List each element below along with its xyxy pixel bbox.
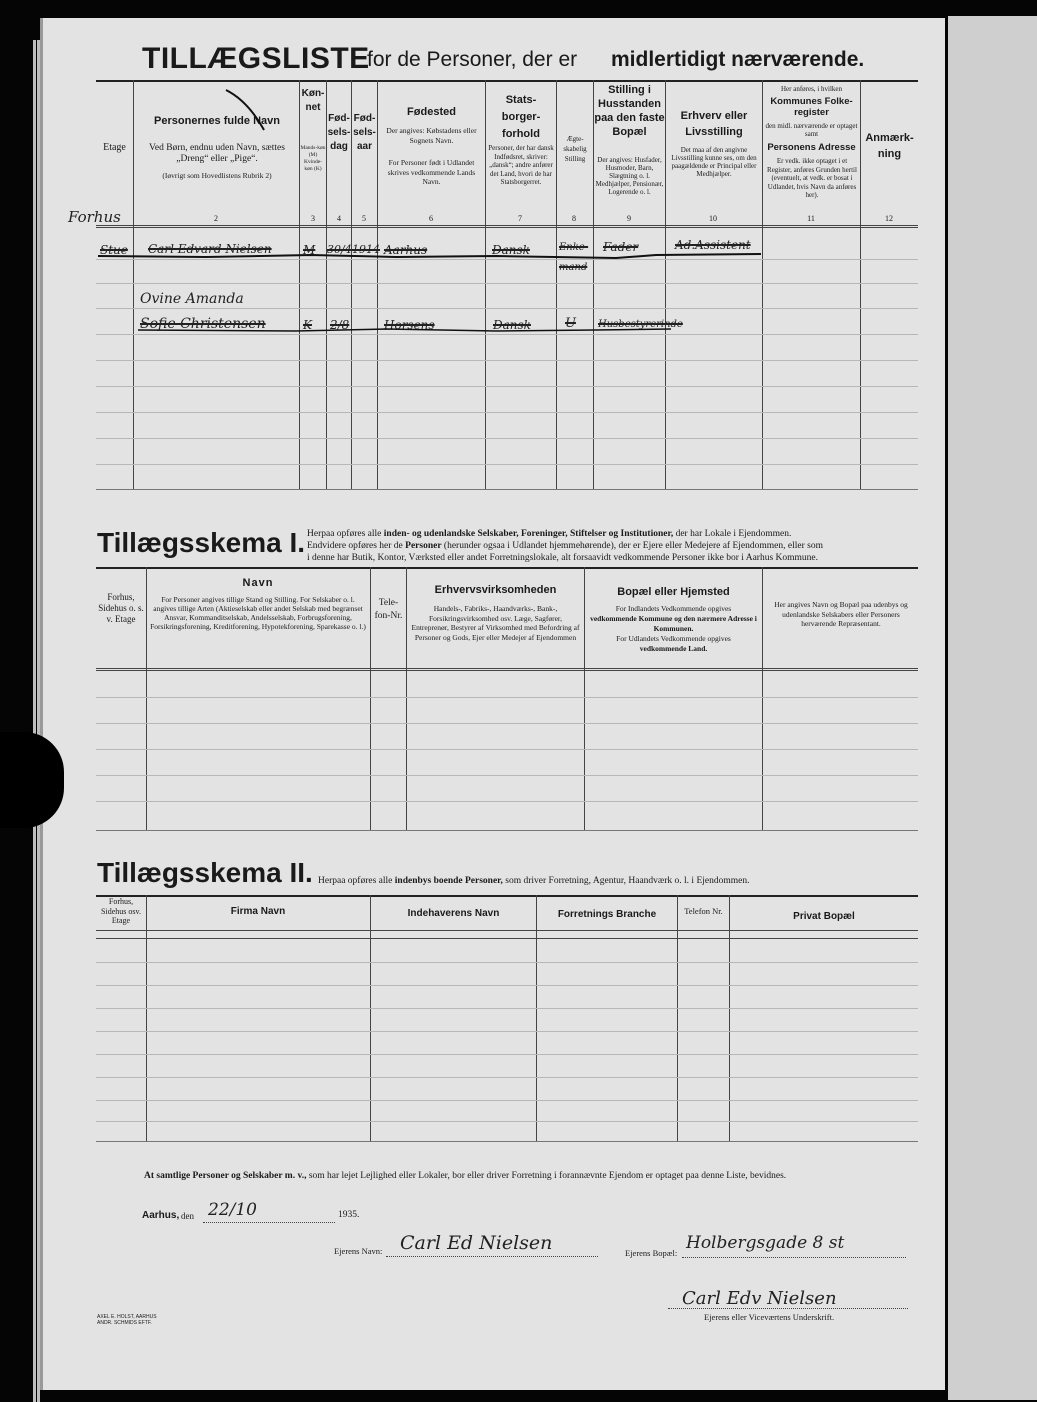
- col-line: [762, 80, 763, 489]
- city-label: Aarhus,: [142, 1210, 180, 1221]
- col-name-note: (Iøvrigt som Hovedlistens Rubrik 2): [162, 171, 272, 180]
- grid-line: [96, 723, 918, 724]
- owner-address-label: Ejerens Bopæl:: [625, 1248, 678, 1258]
- owner-address-line: [682, 1257, 906, 1258]
- col-name-header: Personernes fulde Navn: [154, 115, 280, 127]
- col-day-header: Fød-sels-dag: [327, 113, 351, 152]
- printer-mark: AXEL E. HOLST, AARHUS ANDR. SCHMIDS EFTF.: [97, 1314, 157, 1326]
- s2-col-owner: Indehaverens Navn: [407, 908, 500, 919]
- col-number: 10: [709, 214, 717, 223]
- grid-line: [96, 985, 918, 986]
- col-line: [762, 567, 763, 830]
- col-sex-header: Køn-net: [301, 88, 325, 113]
- grid-line: [96, 1008, 918, 1009]
- col-number: 12: [885, 214, 893, 223]
- grid-line: [96, 412, 918, 413]
- declaration-a: At samtlige Personer og Selskaber m. v.,: [144, 1171, 307, 1181]
- grid-line: [96, 360, 918, 361]
- rule: [96, 80, 918, 82]
- hand-r2-name2: Sofie Christensen: [140, 316, 266, 332]
- s1-col-phone: Tele-fon-Nr.: [374, 598, 403, 621]
- col-line: [299, 80, 300, 489]
- col-marital-header: Ægte-skabelig Stilling: [563, 135, 587, 163]
- hand-r2-place: Horsens: [384, 318, 435, 332]
- s1-line2-b: Personer: [405, 541, 442, 551]
- grid-line: [96, 438, 918, 439]
- schedule-1-line1: [307, 529, 791, 539]
- owner-name-label: Ejerens Navn:: [334, 1246, 383, 1256]
- s1-col-business-header: Erhvervsvirksomheden: [434, 584, 557, 596]
- hand-r2-name1: Ovine Amanda: [140, 291, 244, 307]
- grid-line: [96, 1054, 918, 1055]
- s1-line1-a: Herpaa opføres alle: [307, 529, 382, 539]
- grid-line: [96, 1077, 918, 1078]
- s1-col-etage: Forhus, Sidehus o. s. v. Etage: [98, 592, 144, 624]
- title-tail: midlertidigt nærværende.: [611, 48, 865, 71]
- s1-col-name-header: Navn: [242, 577, 274, 589]
- year-label: 1935.: [338, 1210, 360, 1220]
- hand-r1-nat: Dansk: [492, 243, 530, 257]
- s2-col-phone: Telefon Nr.: [684, 906, 723, 916]
- col-register-pre: Her anføres, i hvilken: [780, 85, 843, 93]
- hand-r1-name: Carl Edvard Nielsen: [148, 242, 272, 256]
- col-occupation-header: Erhverv eller Livsstilling: [680, 110, 748, 138]
- grid-line: [96, 1100, 918, 1101]
- rule: [96, 895, 918, 897]
- strike-line: [136, 322, 676, 338]
- col-sex-sub: Mands-køn (M) Kvinde-køn (K): [300, 145, 326, 172]
- grid-line: [96, 962, 918, 963]
- owner-name-handwritten: Carl Ed Nielsen: [400, 1232, 553, 1254]
- pen-mark: [224, 86, 274, 136]
- col-line: [406, 567, 407, 830]
- s2-col-branch: Forretnings Branche: [557, 909, 657, 920]
- col-register-mid: den midl. nærværende er optaget samt: [765, 122, 858, 138]
- col-citizenship-header: Stats-borger-forhold: [501, 94, 541, 140]
- rule: [96, 567, 918, 569]
- rule: [96, 1141, 918, 1142]
- form-title: TILLÆGSLISTE: [142, 42, 370, 75]
- col-number: 9: [627, 214, 631, 223]
- strike-line: [96, 246, 766, 266]
- s1-col-residence-header: Bopæl eller Hjemsted: [617, 586, 730, 598]
- col-line: [584, 567, 585, 830]
- hand-r1-civ: Enke-mand: [559, 242, 589, 273]
- declaration: [144, 1171, 786, 1181]
- col-household-header: Stilling i Husstanden paa den faste Bopæl: [594, 84, 665, 138]
- col-line: [370, 895, 371, 1141]
- binder-clip: [0, 732, 64, 828]
- col-number: 5: [362, 214, 366, 223]
- col-household-sub: Der angives: Husfader, Husmoder, Barn, Slægtning o. l. Medhjælper, Pensionær, Logerende o. l.: [595, 156, 664, 196]
- col-line: [665, 80, 666, 489]
- s1-line1-c: der har Lokale i Ejendommen.: [675, 529, 792, 539]
- s1-col-residence-sub4: vedkommende Land.: [639, 644, 708, 653]
- grid-line: [96, 801, 918, 802]
- col-number: 6: [429, 214, 433, 223]
- form-page: [40, 18, 945, 1390]
- col-occupation-sub: Det maa af den angivne Livsstilling kunne ses, om den paagældende er Principal eller Medhjælper.: [671, 146, 757, 178]
- date-line: [203, 1222, 335, 1223]
- grid-line: [96, 464, 918, 465]
- col-etage-header: Etage: [103, 142, 126, 153]
- hand-r1-role: Fader: [603, 240, 639, 254]
- signature-label: Ejerens eller Viceværtens Underskrift.: [704, 1312, 835, 1322]
- signature-line: [668, 1308, 908, 1309]
- page-edge: [33, 40, 36, 1402]
- rule: [96, 670, 918, 671]
- col-line: [677, 895, 678, 1141]
- adjacent-page: [948, 16, 1037, 1400]
- col-line: [593, 80, 594, 489]
- grid-line: [96, 1121, 918, 1122]
- hand-r1-job: Ad.Assistent: [675, 238, 751, 252]
- col-number: 2: [214, 214, 218, 223]
- col-name-sub: Ved Børn, endnu uden Navn, sættes „Dreng“ eller „Pige“.: [149, 143, 285, 164]
- s1-col-representative: Her angives Navn og Bopæl paa udenbys og udenlandske Selskabers eller Personers herværende Repræsentant.: [774, 600, 908, 628]
- col-line: [146, 567, 147, 830]
- col-year-header: Fød-sels-aar: [353, 113, 376, 152]
- s2-col-firm: Firma Navn: [230, 906, 286, 917]
- col-number: 3: [311, 214, 315, 223]
- s1-line1-b: inden- og udenlandske Selskaber, Foreninger, Stiftelser og Institutioner,: [383, 529, 674, 539]
- schedule-1-line3: i denne har Butik, Kontor, Værksted eller andet Forretningslokale, alt forsaavidt vedkommende Personer ikke bor i Aarhus Kommune.: [307, 553, 819, 563]
- grid-line: [96, 697, 918, 698]
- owner-name-line: [386, 1256, 598, 1257]
- s1-col-residence-sub3: For Udlandets Vedkommende opgives: [616, 634, 731, 643]
- hand-r2-role: Husbestyrerinde: [598, 319, 683, 330]
- s1-col-business-sub: Handels-, Fabriks-, Haandværks-, Bank-, Forsikringsvirksomhed osv. Læge, Sagfører, Entreprenør, Bestyrer af Virksomhed med Befordring af Personer og Gods, Ejer eller Medejer af Ejendommen: [411, 604, 580, 642]
- grid-line: [96, 775, 918, 776]
- col-citizenship-sub: Personer, der har dansk Indfødsret, skriver: „dansk“; andre anfører det Land, hvori de har Statsborgerret.: [488, 144, 554, 186]
- rule: [96, 938, 918, 939]
- grid-line: [96, 1031, 918, 1032]
- rule: [96, 227, 918, 228]
- col-number: 8: [572, 214, 576, 223]
- col-number: 7: [518, 214, 522, 223]
- col-line: [485, 80, 486, 489]
- s1-col-residence-sub2: vedkommende Kommune og den nærmere Adresse i Kommunen.: [590, 614, 757, 633]
- hand-r1-day: 30/4: [327, 243, 352, 256]
- rule: [96, 489, 918, 490]
- signature: Carl Edv Nielsen: [682, 1288, 837, 1309]
- col-number: 11: [807, 214, 815, 223]
- s2-col-address: Privat Bopæl: [793, 911, 855, 922]
- title-prefix: for de Personer, der er: [367, 48, 578, 71]
- hand-r2-civ: U: [565, 316, 576, 331]
- s2-desc-c: som driver Forretning, Agentur, Haandværk o. l. i Ejendommen.: [505, 876, 750, 886]
- rule: [96, 225, 918, 226]
- schedule-2-desc: [318, 876, 749, 886]
- col-remarks-header: Anmærk-ning: [865, 132, 914, 160]
- col-birthplace-sub: Der angives: Købstadens eller Sognets Navn.: [386, 126, 477, 145]
- page-edge: [37, 40, 40, 1402]
- col-register-header: Kommunes Folke-register: [770, 96, 853, 118]
- col-line: [536, 895, 537, 1141]
- s2-desc-a: Herpaa opføres alle: [318, 876, 393, 886]
- grid-line: [96, 283, 918, 284]
- hand-r1-etage: Stue: [100, 243, 128, 257]
- date-handwritten: 22/10: [208, 1200, 257, 1220]
- col-line: [133, 80, 134, 489]
- col-line: [729, 895, 730, 1141]
- col-birthplace-header: Fødested: [407, 106, 456, 118]
- rule: [96, 830, 918, 831]
- den-label: den: [181, 1211, 194, 1221]
- schedule-1-line2: [307, 541, 823, 551]
- s1-line2-c: (herunder ogsaa i Udlandet hjemmehørende), der er Ejere eller Medejere af Ejendommen, eller som: [443, 541, 823, 551]
- col-birthplace-note: For Personer født i Udlandet skrives vedkommende Lands Navn.: [387, 158, 476, 186]
- handwritten-floor: Forhus: [68, 208, 121, 226]
- col-number: 4: [337, 214, 341, 223]
- hand-r2-sex: K: [303, 318, 312, 332]
- s2-col-etage: Forhus, Sidehus osv. Etage: [101, 897, 141, 925]
- schedule-2-title: Tillægsskema II.: [97, 857, 313, 888]
- rule: [96, 668, 918, 669]
- schedule-1-title: Tillægsskema I.: [97, 527, 306, 558]
- hand-r2-day: 2/8: [330, 318, 350, 332]
- s1-line2-a: Endvidere opføres her de: [307, 541, 403, 551]
- rule: [96, 930, 918, 931]
- grid-line: [96, 749, 918, 750]
- s1-col-residence-sub1: For Indlandets Vedkommende opgives: [615, 604, 732, 613]
- hand-r1-place: Aarhus: [384, 243, 428, 257]
- grid-line: [96, 386, 918, 387]
- col-address-sub: Er vedk. ikke optaget i et Register, anføres Grunden hertil (eventuelt, at vedk. er bosat i Udlandet, hvis Navn da anføres her).: [767, 157, 857, 199]
- col-address-header: Personens Adresse: [767, 142, 856, 153]
- col-line: [146, 895, 147, 1141]
- grid-line: [96, 308, 918, 309]
- declaration-b: som har lejet Lejlighed eller Lokaler, bor eller driver Forretning i forannævnte Ejendom er optaget paa denne Liste, bevidnes.: [308, 1171, 787, 1181]
- hand-r2-nat: Dansk: [493, 318, 531, 332]
- owner-address-handwritten: Holbergsgade 8 st: [686, 1233, 845, 1253]
- hand-r1-year: 1914: [352, 243, 380, 256]
- s2-desc-b: indenbys boende Personer,: [394, 876, 503, 886]
- hand-r1-sex: M: [303, 243, 316, 257]
- col-line: [377, 80, 378, 489]
- s1-col-name-sub: For Personer angives tillige Stand og Stilling. For Selskaber o. l. angives tillige Arten (Aktieselskab eller andet Selskab med begrænset Ansvar, Kommanditselskab, Andelsselskab, Forbrugsforening, Forsikringsforening, Kreditforening, Hypotekforening, Sparekasse o. l.): [150, 595, 366, 631]
